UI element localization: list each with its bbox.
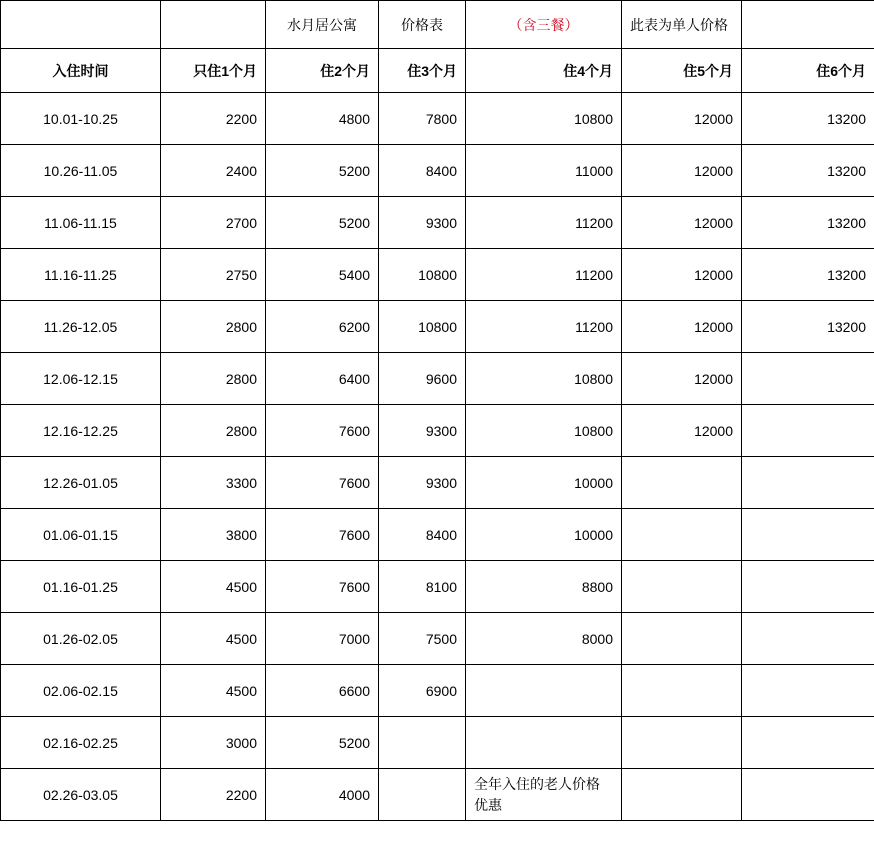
table-row	[1, 769, 874, 821]
cell-6month: 13200	[742, 93, 874, 145]
cell-5month: 12000	[622, 93, 742, 145]
cell-5month	[622, 509, 742, 561]
row-period: 12.26-01.05	[1, 457, 161, 509]
cell-3month: 6900	[379, 665, 466, 717]
row-period: 02.16-02.25	[1, 717, 161, 769]
column-header-3month: 住3个月	[379, 49, 466, 93]
header-row	[1, 49, 874, 93]
cell-3month: 8100	[379, 561, 466, 613]
cell-1month: 2400	[161, 145, 266, 197]
title-blank-3	[742, 1, 874, 49]
cell-5month: 12000	[622, 197, 742, 249]
cell-2month: 4000	[266, 769, 379, 821]
cell-3month: 9300	[379, 405, 466, 457]
row-period: 01.26-02.05	[1, 613, 161, 665]
cell-6month	[742, 509, 874, 561]
cell-4month: 11200	[466, 197, 622, 249]
cell-2month: 5200	[266, 197, 379, 249]
table-row	[1, 613, 874, 665]
cell-2month: 4800	[266, 93, 379, 145]
row-period: 02.06-02.15	[1, 665, 161, 717]
footer-note: 全年入住的老人价格优惠	[466, 769, 622, 821]
cell-1month: 2800	[161, 353, 266, 405]
cell-5month	[622, 769, 742, 821]
cell-3month: 8400	[379, 509, 466, 561]
table-row	[1, 353, 874, 405]
cell-5month	[622, 665, 742, 717]
cell-4month: 8000	[466, 613, 622, 665]
cell-2month: 7600	[266, 561, 379, 613]
cell-3month: 9300	[379, 457, 466, 509]
cell-1month: 3800	[161, 509, 266, 561]
cell-4month	[466, 717, 622, 769]
cell-3month	[379, 769, 466, 821]
cell-5month	[622, 457, 742, 509]
cell-5month: 12000	[622, 301, 742, 353]
cell-1month: 4500	[161, 561, 266, 613]
cell-6month	[742, 353, 874, 405]
cell-3month: 10800	[379, 249, 466, 301]
cell-4month: 11200	[466, 301, 622, 353]
cell-2month: 7600	[266, 405, 379, 457]
table-row	[1, 145, 874, 197]
cell-6month	[742, 613, 874, 665]
cell-3month	[379, 717, 466, 769]
cell-5month: 12000	[622, 249, 742, 301]
cell-3month: 9300	[379, 197, 466, 249]
cell-4month	[466, 665, 622, 717]
cell-3month: 7800	[379, 93, 466, 145]
cell-6month	[742, 561, 874, 613]
cell-4month: 11200	[466, 249, 622, 301]
cell-1month: 2750	[161, 249, 266, 301]
row-period: 01.16-01.25	[1, 561, 161, 613]
column-header-period: 入住时间	[1, 49, 161, 93]
cell-3month: 7500	[379, 613, 466, 665]
table-row	[1, 405, 874, 457]
cell-1month: 3000	[161, 717, 266, 769]
column-header-1month: 只住1个月	[161, 49, 266, 93]
cell-2month: 5400	[266, 249, 379, 301]
table-row	[1, 197, 874, 249]
cell-5month	[622, 561, 742, 613]
table-row	[1, 301, 874, 353]
table-row	[1, 93, 874, 145]
cell-2month: 6200	[266, 301, 379, 353]
cell-5month: 12000	[622, 405, 742, 457]
cell-1month: 2700	[161, 197, 266, 249]
cell-2month: 5200	[266, 145, 379, 197]
row-period: 11.06-11.15	[1, 197, 161, 249]
table-row	[1, 561, 874, 613]
cell-6month: 13200	[742, 249, 874, 301]
column-header-2month: 住2个月	[266, 49, 379, 93]
cell-3month: 10800	[379, 301, 466, 353]
meals-note: （含三餐）	[466, 1, 622, 49]
price-table-label: 价格表	[379, 1, 466, 49]
row-period: 11.26-12.05	[1, 301, 161, 353]
cell-4month: 10000	[466, 457, 622, 509]
cell-5month	[622, 717, 742, 769]
cell-1month: 3300	[161, 457, 266, 509]
cell-6month	[742, 405, 874, 457]
cell-4month: 10000	[466, 509, 622, 561]
row-period: 10.01-10.25	[1, 93, 161, 145]
row-period: 11.16-11.25	[1, 249, 161, 301]
table-row	[1, 457, 874, 509]
cell-1month: 4500	[161, 665, 266, 717]
row-period: 12.06-12.15	[1, 353, 161, 405]
apartment-name: 水月居公寓	[266, 1, 379, 49]
cell-5month: 12000	[622, 145, 742, 197]
title-blank-1	[1, 1, 161, 49]
cell-1month: 2800	[161, 301, 266, 353]
column-header-5month: 住5个月	[622, 49, 742, 93]
title-blank-2	[161, 1, 266, 49]
cell-4month: 10800	[466, 93, 622, 145]
cell-2month: 6400	[266, 353, 379, 405]
cell-4month: 10800	[466, 353, 622, 405]
single-price-note: 此表为单人价格	[622, 1, 742, 49]
row-period: 10.26-11.05	[1, 145, 161, 197]
cell-2month: 7000	[266, 613, 379, 665]
cell-4month: 8800	[466, 561, 622, 613]
row-period: 02.26-03.05	[1, 769, 161, 821]
table-row	[1, 249, 874, 301]
cell-1month: 4500	[161, 613, 266, 665]
title-row	[1, 1, 874, 49]
cell-4month: 10800	[466, 405, 622, 457]
cell-6month: 13200	[742, 197, 874, 249]
cell-6month: 13200	[742, 301, 874, 353]
cell-6month	[742, 665, 874, 717]
cell-3month: 8400	[379, 145, 466, 197]
table-row	[1, 665, 874, 717]
table-row	[1, 509, 874, 561]
cell-6month	[742, 717, 874, 769]
cell-1month: 2200	[161, 93, 266, 145]
cell-6month	[742, 457, 874, 509]
cell-2month: 7600	[266, 457, 379, 509]
cell-2month: 5200	[266, 717, 379, 769]
row-period: 12.16-12.25	[1, 405, 161, 457]
cell-5month	[622, 613, 742, 665]
cell-1month: 2800	[161, 405, 266, 457]
column-header-4month: 住4个月	[466, 49, 622, 93]
cell-3month: 9600	[379, 353, 466, 405]
row-period: 01.06-01.15	[1, 509, 161, 561]
cell-1month: 2200	[161, 769, 266, 821]
cell-5month: 12000	[622, 353, 742, 405]
cell-2month: 7600	[266, 509, 379, 561]
cell-6month	[742, 769, 874, 821]
table-row	[1, 717, 874, 769]
column-header-6month: 住6个月	[742, 49, 874, 93]
cell-6month: 13200	[742, 145, 874, 197]
cell-2month: 6600	[266, 665, 379, 717]
cell-4month: 11000	[466, 145, 622, 197]
